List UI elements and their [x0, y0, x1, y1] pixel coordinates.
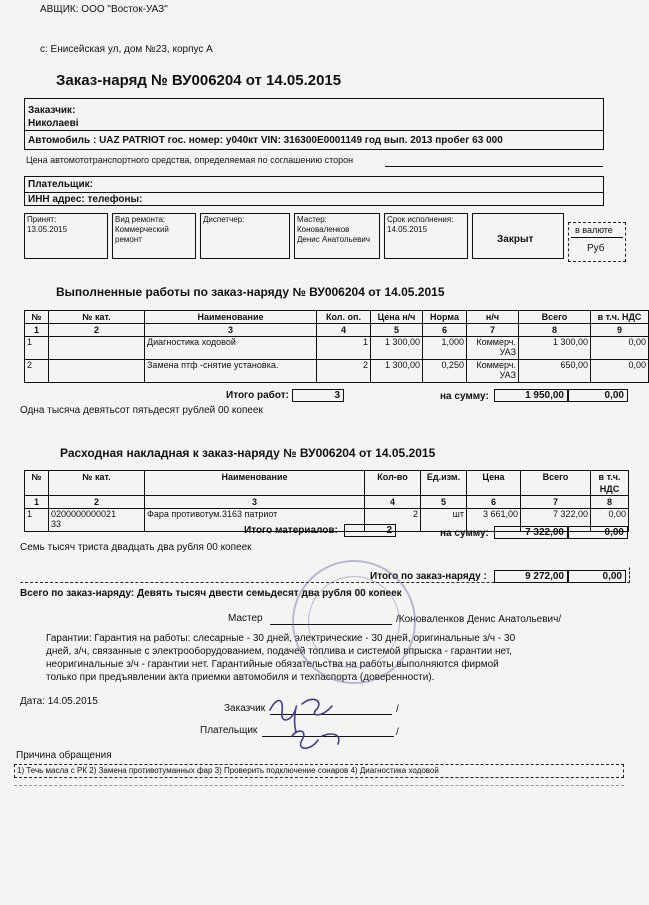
- col-header: №: [25, 471, 49, 496]
- warranty-line-2: дней, з/ч, связанные с электрооборудованием, подачей топлива и системой впрыска - гарантии нет,: [46, 646, 512, 657]
- payer-label: Плательщик:: [28, 179, 93, 190]
- row-vat: 0,00: [591, 337, 649, 360]
- customer-sign-slash: /: [396, 704, 399, 715]
- vehicle-line: Автомобиль : UAZ PATRIOT гос. номер: у040кт VIN: 316300E0001149 год вып. 2013 пробег 63 000: [28, 135, 503, 146]
- materials-sum-label: на сумму:: [440, 528, 489, 539]
- company-stamp: [292, 560, 416, 684]
- col-header: Всего: [521, 471, 591, 496]
- row-unit: шт: [421, 509, 467, 532]
- deadline-box: [384, 213, 468, 259]
- materials-words: Семь тысяч триста двадцать два рубля 00 копеек: [20, 542, 252, 553]
- row-nh: [467, 337, 519, 360]
- works-sum-vat: 0,00: [604, 390, 624, 401]
- accepted-box: [24, 213, 108, 259]
- row-nh-line-1: Коммерч.: [476, 360, 516, 370]
- master-value-2: Денис Анатольевич: [297, 235, 371, 244]
- row-qty: 1: [317, 337, 371, 360]
- materials-title: Расходная накладная к заказ-наряду № ВУ006204 от 14.05.2015: [60, 446, 436, 460]
- col-header: Наименование: [145, 471, 365, 496]
- col-number: 3: [145, 324, 317, 337]
- col-number: 4: [317, 324, 371, 337]
- col-header: Норма: [423, 311, 467, 324]
- col-header: Ед.изм.: [421, 471, 467, 496]
- row-name: Фара противотум.3163 патриот: [145, 509, 365, 532]
- col-number: 4: [365, 496, 421, 509]
- customer-sign-label: Заказчик: [224, 703, 266, 714]
- reason-text: 1) Течь масла с РК 2) Замена противотуманных фар 3) Проверить подключение сонаров 4) Диагностика ходовой: [17, 766, 439, 775]
- row-qty: 2: [365, 509, 421, 532]
- grand-total-label: Итого по заказ-наряду :: [370, 571, 487, 582]
- materials-total-qty-box: [344, 524, 396, 537]
- col-header: Кол-во: [365, 471, 421, 496]
- customer-label: Заказчик:: [28, 105, 76, 116]
- row-catalog: [49, 509, 145, 532]
- row-nh-line-2: УАЗ: [499, 347, 516, 357]
- col-header: Кол. оп.: [317, 311, 371, 324]
- materials-total-label: Итого материалов:: [244, 525, 338, 536]
- works-table: [24, 310, 649, 383]
- col-number: 9: [591, 324, 649, 337]
- payer-sign-slash: /: [396, 727, 399, 738]
- col-number: 8: [519, 324, 591, 337]
- payer-box: [24, 176, 604, 206]
- works-vat-box: [568, 389, 628, 402]
- deadline-label: Срок исполнения:: [387, 215, 454, 224]
- table-row: [25, 337, 649, 360]
- col-header: н/ч: [467, 311, 519, 324]
- col-header: №: [25, 311, 49, 324]
- repair-label: Вид ремонта:: [115, 215, 166, 224]
- reason-box: [14, 764, 624, 778]
- currency-value: Руб: [587, 243, 605, 254]
- row-name: Диагностика ходовой: [145, 337, 317, 360]
- divider: [14, 785, 624, 786]
- repair-type-box: [112, 213, 196, 259]
- currency-label: в валюте: [575, 225, 613, 235]
- warranty-line-1: Гарантии: Гарантия на работы: слесарные - 30 дней, электрические - 30 дней, оригинальные з/ч - 30: [46, 633, 516, 644]
- works-sum-label: на сумму:: [440, 391, 489, 402]
- works-sum-box: [494, 389, 568, 402]
- row-number: 2: [25, 360, 49, 383]
- row-norm: 1,000: [423, 337, 467, 360]
- col-header: № кат.: [49, 311, 145, 324]
- materials-table: [24, 470, 629, 532]
- page-title: Заказ-наряд № ВУ006204 от 14.05.2015: [56, 72, 342, 89]
- row-vat: 0,00: [591, 509, 629, 532]
- materials-total-qty: 2: [386, 525, 392, 536]
- deadline-value: 14.05.2015: [387, 225, 428, 234]
- grand-sum: 9 272,00: [525, 571, 564, 582]
- supplier-address: с: Енисейская ул, дом №23, корпус А: [40, 44, 213, 55]
- payer-sign-label: Плательщик: [200, 725, 258, 736]
- warranty-line-4: только при предъявлении акта приемки автомобиля и техпаспорта (доверенности).: [46, 672, 435, 683]
- row-catalog-line-1: 0200000000021: [51, 509, 117, 519]
- works-sum: 1 950,00: [525, 390, 564, 401]
- materials-sum-box: [494, 526, 568, 539]
- row-number: 1: [25, 509, 49, 532]
- reason-label: Причина обращения: [16, 750, 112, 761]
- master-sign-name: /Коноваленков Денис Анатольевич/: [396, 614, 562, 625]
- grand-words: Всего по заказ-наряду: Девять тысяч двести семьдесят два рубля 00 копеек: [20, 588, 402, 599]
- row-qty: 2: [317, 360, 371, 383]
- col-number: 1: [25, 324, 49, 337]
- col-number: 2: [49, 324, 145, 337]
- works-title: Выполненные работы по заказ-наряду № ВУ006204 от 14.05.2015: [56, 285, 445, 299]
- row-vat: 0,00: [591, 360, 649, 383]
- col-header: Наименование: [145, 311, 317, 324]
- footer-date: Дата: 14.05.2015: [20, 696, 98, 707]
- materials-sum-vat: 0,00: [604, 527, 624, 538]
- row-price: 1 300,00: [371, 337, 423, 360]
- grand-vat: 0,00: [602, 571, 622, 582]
- row-catalog: [49, 360, 145, 383]
- master-box: [294, 213, 380, 259]
- row-total: 7 322,00: [521, 509, 591, 532]
- status-badge: Закрыт: [497, 234, 534, 245]
- works-total-qty: 3: [334, 390, 340, 401]
- col-number: 7: [521, 496, 591, 509]
- table-row: [25, 360, 649, 383]
- supplier-name: АВЩИК: ООО "Восток-УАЗ": [40, 4, 168, 15]
- col-number: 5: [421, 496, 467, 509]
- col-number: 3: [145, 496, 365, 509]
- row-norm: 0,250: [423, 360, 467, 383]
- col-number: 1: [25, 496, 49, 509]
- grand-vat-box: [568, 570, 626, 583]
- price-note-line: [385, 166, 603, 167]
- row-total: 650,00: [519, 360, 591, 383]
- works-total-qty-box: [292, 389, 344, 402]
- dispatcher-label: Диспетчер:: [203, 215, 245, 224]
- master-sign-label: Мастер: [228, 613, 263, 624]
- col-number: 6: [467, 496, 521, 509]
- currency-box: [568, 222, 626, 262]
- col-number: 7: [467, 324, 519, 337]
- row-nh: [467, 360, 519, 383]
- col-number: 2: [49, 496, 145, 509]
- master-label: Мастер:: [297, 215, 327, 224]
- col-header: Цена: [467, 471, 521, 496]
- accepted-date: 13.05.2015: [27, 225, 68, 234]
- works-words: Одна тысяча девятьсот пятьдесят рублей 00 копеек: [20, 405, 263, 416]
- customer-box: [24, 98, 604, 150]
- price-note: Цена автомототранспортного средства, определяемая по соглашению сторон: [26, 155, 354, 165]
- master-value-1: Коноваленков: [297, 225, 350, 234]
- handwritten-signature: [262, 688, 372, 758]
- row-price: 1 300,00: [371, 360, 423, 383]
- row-name: Замена птф -снятие установка.: [145, 360, 317, 383]
- dispatcher-box: [200, 213, 290, 259]
- col-header: в т.ч. НДС: [591, 471, 629, 496]
- col-number: 8: [591, 496, 629, 509]
- payer-inn: ИНН адрес: телефоны:: [28, 194, 143, 205]
- row-number: 1: [25, 337, 49, 360]
- accepted-label: Принят:: [27, 215, 57, 224]
- status-box: [472, 213, 564, 259]
- col-number: 6: [423, 324, 467, 337]
- row-catalog: [49, 337, 145, 360]
- warranty-line-3: неоригинальные з/ч - гарантии нет. Гарантийные обязательства на работы выполняются фирмой: [46, 659, 499, 670]
- works-total-label: Итого работ:: [226, 390, 289, 401]
- col-header: Всего: [519, 311, 591, 324]
- col-header: № кат.: [49, 471, 145, 496]
- materials-vat-box: [568, 526, 628, 539]
- repair-value-2: ремонт: [115, 235, 142, 244]
- col-header: Цена н/ч: [371, 311, 423, 324]
- col-header: в т.ч. НДС: [591, 311, 649, 324]
- row-catalog-line-2: 33: [51, 519, 62, 529]
- row-total: 1 300,00: [519, 337, 591, 360]
- row-price: 3 661,00: [467, 509, 521, 532]
- materials-sum: 7 322,00: [525, 527, 564, 538]
- repair-value-1: Коммерческий: [115, 225, 169, 234]
- row-nh-line-1: Коммерч.: [476, 337, 516, 347]
- col-number: 5: [371, 324, 423, 337]
- grand-sum-box: [494, 570, 568, 583]
- row-nh-line-2: УАЗ: [499, 370, 516, 380]
- customer-name: Николаевi: [28, 118, 79, 129]
